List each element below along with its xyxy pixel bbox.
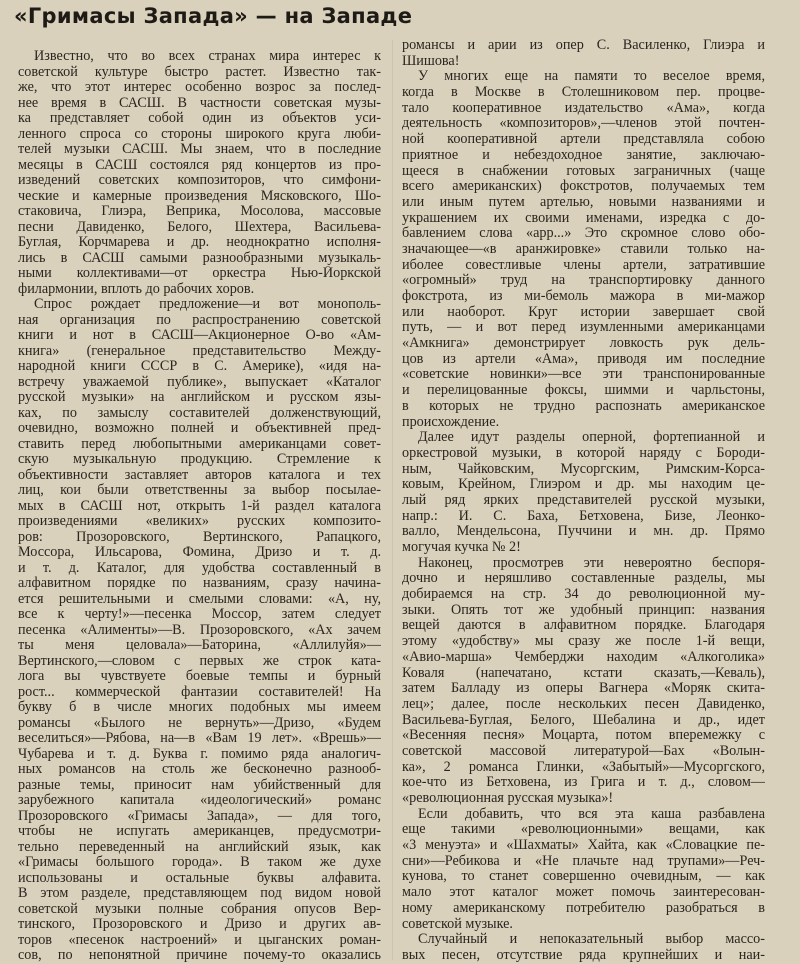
text-line: «огромный» труд на транспортировку данного [402,273,765,289]
text-line: тало кооперативное издательство «Ама», когда [402,100,765,116]
text-line: очевидно, возможно полней и объективней пред- [18,421,381,436]
text-line [18,809,381,825]
text-line: Вертинского,—словом с первых же строк ката- [18,653,381,669]
text-line: ленного спроса со стороны широкого круга люби- [18,126,381,142]
text-line: ной кооперативной артели представляла собою [402,132,765,148]
text-line: ставить перед любопытными американцами совет- [18,436,381,452]
text-line: «Амкнига» демонстрирует ловкость рук дель- [402,336,765,352]
text-line: тинского, Прозоровского и Дризо и других ав- [18,917,381,932]
text-line: Далее идут разделы оперной, фортепианной и [418,430,765,446]
text-line: песни Давиденко, Белого, Шехтера, Васильева- [18,219,381,235]
text-line: чтобы не испугать американцев, предусмотри- [18,824,381,839]
text-line: ному американскому потребителю разобраться в [402,900,765,916]
text-line: дочно и неряшливо составленные разделы, мы [402,571,765,587]
text-line: украшением их своими именами, изредка с до- [402,210,765,226]
text-line: алфавитном порядке по названиям, сразу начина- [18,576,381,591]
text-line: добираемся на стр. 34 до революционной му- [402,587,765,603]
text-line: романсы и арии из опер С. Василенко, Глиэра и [402,38,765,53]
text-line: тельно переведенный на английский язык, как [18,839,381,855]
text-line: лога вы чувствуете боевые темпы и бурный [18,669,381,684]
text-line: ка представляет собой один из объектов уси- [18,111,381,126]
text-line: и т. д. Каталог, для удобства составленный в [18,560,381,576]
text-line: бавлением слова «арр...» Это скромное слово обо- [402,226,765,242]
text-line: лец»; далее, после нескольких песен Давиденко, [402,696,765,712]
text-line: все к черту!»—песенка Моссор, затем следует [18,607,381,622]
red-underlined-text: песенка «Алименты»—В. Прозоровского, [18,622,294,638]
text-line: ров: Прозоровского, Вертинского, Рапацкого, [18,529,381,545]
red-underlined-text: Прозоровского «Гримасы Запада», [18,808,259,824]
text-line: цов из артели «Ама», приводя им последние [402,351,765,367]
paragraph [402,807,765,933]
text-line: Известно, что во всех странах мира интерес к [34,49,381,64]
text-segment: «Ах зачем [293,622,381,638]
text-line: использованы и остальные буквы алфавита. [18,870,381,886]
text-line: ковым, Крейном, Глиэром и др. мы находим це- [402,477,765,493]
paragraph [402,69,765,430]
text-line: Случайный и непоказательный выбор массо- [418,932,765,948]
text-line: затем Балладу из оперы Вагнера «Моряк скита- [402,681,765,697]
left-column [18,49,381,964]
text-line: рост... коммерческой фантазии составителей! На [18,684,381,700]
text-line: «Весенняя песня» Моцарта, потом вперемежку с [402,728,765,744]
text-line: объективности заставляет авторов каталога и тех [18,467,381,483]
text-line: советской музыке. [402,916,513,932]
text-line: книга» (генеральное представительство Между- [18,343,381,359]
text-line: или иным путем артелью, новыми названиями и [402,194,765,210]
text-line: «Гримасы большого города». В таком же духе [18,855,381,870]
text-line: Наконец, просмотрев эти невероятно беспоря- [418,555,765,571]
text-line: или наоборот. Круг истории завершает свой [402,304,765,320]
text-line: мых в САСШ нот, открыть 1-й раздел каталога [18,498,381,514]
text-line: значающее—«в аранжировке» ставили только на- [402,241,765,257]
text-line: ется решительными и смелыми словами: «А, ну, [18,591,381,607]
text-line: Коваля (напечатано, кстати сказать,—Кеваль), [402,665,765,681]
text-line: русской музыки» на английском и русском язы- [18,390,381,405]
text-line: изведений советских композиторов, что симфони- [18,173,381,188]
text-line: вых песен, отсутствие ряда крупнейших и наи- [402,947,765,963]
text-line: Если добавить, что вся эта каша разбавлена [418,806,765,822]
text-line: ными коллективами—от оркестра Нью-Йоркской [18,266,381,281]
text-line: лись в САСШ самыми разнообразными музыкаль- [18,250,381,266]
text-line: и перелицованные фоксы, шимми и чарльстоны, [402,383,765,399]
paragraph [402,38,765,69]
text-line: стаковича, Глиэра, Веприка, Мосолова, массовые [18,204,381,219]
text-line: «революционная русская музыка»! [402,791,614,806]
text-line: зарубежного капитала «идеологический» романс [18,793,381,808]
text-line: иболее совестливые члены артели, затратившие [402,257,765,273]
text-line: скую музыкальную продукцию. Стремление к [18,452,381,467]
text-line: кое-что из Бетховена, из Грига и т. д., словом— [402,775,765,791]
text-line: деятельность «композиторов»,—членов этой почтен- [402,116,765,132]
text-line: ках, по замыслу составителей долженствующий, [18,405,381,421]
text-line: фокстрота, из ми-бемоль мажора в ми-мажор [402,289,765,304]
text-line: Моссора, Ильсарова, Фомина, Дризо и т. д. [18,545,381,560]
text-line: советской культуре быстро растет. Известно так- [18,64,381,80]
paragraph [18,49,381,297]
paragraph [18,297,381,964]
text-line: романсы «Былого не вернуть»—Дризо, «Будем [18,715,381,731]
text-line: когда в Москве в Столешниковом пер. процве- [402,85,765,101]
text-line: советской массовой литературой—Бах «Волын- [402,743,765,759]
text-line: путь, — и вот перед изумленными американцами [402,320,765,336]
text-line: Чубарева и т. д. Буква г. помимо ряда аналогич- [18,746,381,762]
text-line: произведениями «великих» русских композито- [18,514,381,529]
text-line: нее время в САСШ. В частности советская музы- [18,95,381,111]
text-line: сни»—Ребикова и «Не плачьте над трупами»—Реч- [402,853,765,869]
text-line: филармонии, вплоть до рабочих хоров. [18,281,255,297]
paragraph [402,556,765,807]
text-line: лиц, кои были ответственны за выбор посылае- [18,483,381,498]
text-line: советской музыки полные собрания опусов Вер- [18,901,381,917]
text-line: вещей даются в алфавитном порядке. Благодаря [402,618,765,634]
text-line: ческие и камерные произведения Мясковского, Шо- [18,188,381,204]
text-line: происхождение. [402,414,500,430]
text-line: В этом разделе, представляющем под видом новой [18,886,381,901]
column-divider [392,40,393,960]
text-line: букву б в числе многих подобных мы имеем [18,700,381,715]
text-line: приятное и небездоходное занятие, заключаю- [402,147,765,163]
text-line: торов «песенок настроений» и цыганских роман- [18,932,381,948]
text-line: народной книги СССР в С. Америке), «идя на- [18,359,381,374]
article-title: «Гримасы Запада» — на Западе [14,4,413,28]
text-line: ка», 2 романса Глинки, «Забытый»—Мусоргского, [402,759,765,775]
text-line: ных романсов на столь же бесконечно разнооб- [18,762,381,777]
text-line: лый ряд ярких представителей русской музыки, [402,492,765,508]
right-column [402,38,765,964]
text-line: же, что этот интерес особенно возрос за послед- [18,80,381,95]
text-line: ным, Чайковским, Мусоргским, Римским-Корса- [402,461,765,477]
text-line: Васильева-Буглая, Белого, Шебалина и др., идет [402,712,765,728]
text-line: мало этот каталог может помочь заинтересован- [402,885,765,901]
text-line: оркестровой музыки, в которой наряду с Бороди- [402,445,765,461]
text-line: разные темы, приносит нам убийственный для [18,777,381,793]
text-line: в которых не трудно распознать американское [402,398,765,414]
text-line: кунова, то станет совершенно очевидным, — как [402,869,765,885]
text-line: Буглая, Корчмарева и др. неоднократно исполня- [18,235,381,250]
text-line: могучая кучка № 2! [402,540,521,555]
text-line: встречу уважаемой публике», выпускает «Каталог [18,374,381,390]
text-line: «советские новинки»—все эти транспонированные [402,367,765,383]
text-line: всего американских) фокстротов, получаемых тем [402,179,765,195]
paragraph [402,430,765,556]
text-line: сов, по непонятной причине почему-то оказались [18,948,381,963]
text-line: еще такими «революционными» вещами, как [402,822,765,838]
text-line: «3 менуэта» и «Шахматы» Хайта, как «Словацкие пе- [402,838,765,854]
text-line [18,623,381,639]
text-segment: — для того, [258,808,381,824]
text-line: этому «удобству» мы сразу же после 1-й вещи, [402,634,765,650]
text-line: месяцы в САСШ состоялся ряд концертов из про- [18,157,381,173]
text-line: валло, Мендельсона, Пуччини и мн. др. Прямо [402,524,765,540]
text-line: У многих еще на памяти то веселое время, [418,69,765,85]
text-line: зыки. Опять тот же удобный принцип: названия [402,602,765,618]
text-line: «Авио-марша» Чемберджи находим «Алкоголика» [402,649,765,665]
text-line: Шишова! [402,53,460,69]
text-line: веселиться»—Рябова, на—в «Вам 19 лет». «Врешь»— [18,731,381,746]
text-line: книги и нот в САСШ—Акционерное О-во «Ам- [18,328,381,343]
text-line: напр.: И. С. Баха, Бетховена, Бизе, Леонко- [402,508,765,524]
text-line: щееся в снабжении готовых заграничных (чаще [402,163,765,179]
text-line: телей музыки САСШ. Мы знаем, что в последние [18,142,381,157]
text-line: ная организация по распространению советской [18,312,381,328]
text-line: Спрос рождает предложение—и вот монополь- [34,297,381,312]
text-line: ты меня целовала»—Баторина, «Аллилуйя»— [18,638,381,653]
paragraph [402,932,765,963]
